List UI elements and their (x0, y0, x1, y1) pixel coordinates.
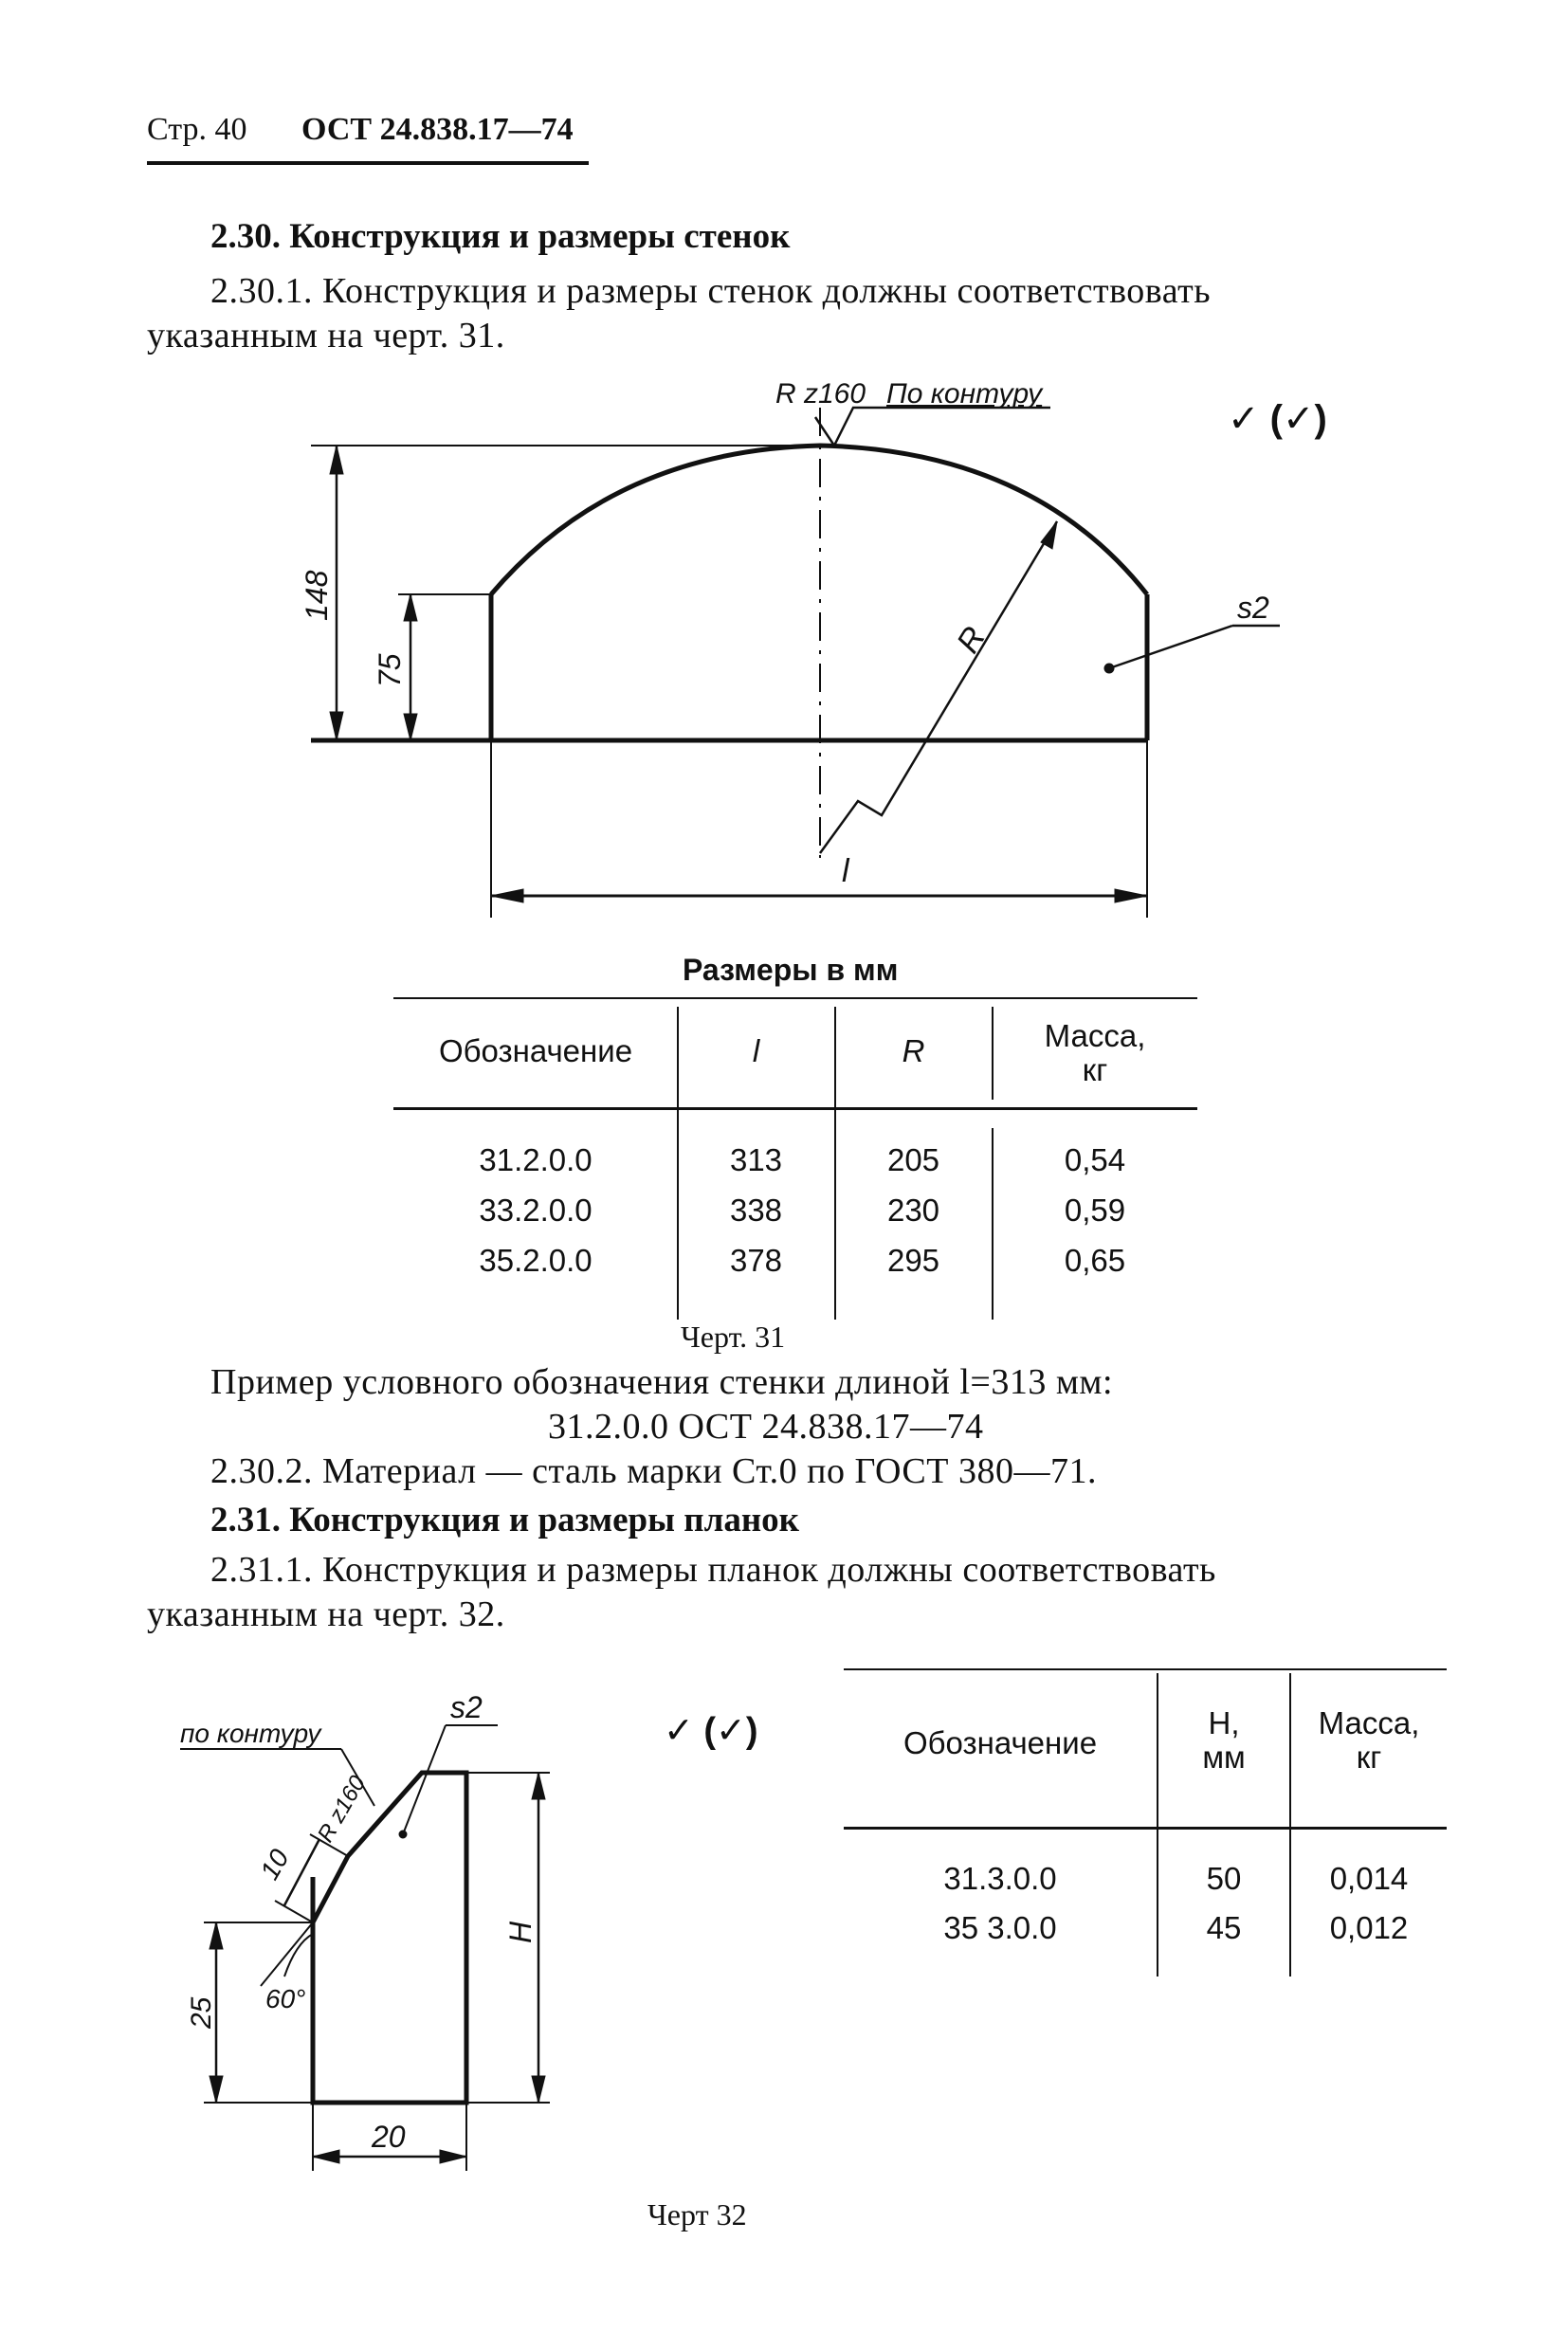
dim-25-arrow-bottom (210, 2076, 223, 2103)
table-row: 0,012 (1329, 1910, 1409, 1945)
dim-75-arrow-top (404, 594, 417, 621)
example-line2: 31.2.0.0 ОСТ 24.838.17—74 (548, 1407, 984, 1447)
table-32-header-h: H, мм (1202, 1705, 1246, 1775)
table-row: 313 (729, 1142, 783, 1177)
table-row: 0,54 (1064, 1142, 1126, 1177)
dim-10-label: 10 (254, 1844, 295, 1885)
table-32-header-designation: Обозначение (903, 1725, 1098, 1760)
contour-label: По контуру (886, 378, 1043, 410)
surface-mark-icon: ✓ (✓) (1228, 398, 1327, 440)
section-230-text-line1: 2.30.1. Конструкция и размеры стенок должны соответствовать (210, 271, 1212, 311)
section-230-title: 2.30. Конструкция и размеры стенок (210, 217, 791, 256)
table-31-caption: Размеры в мм (683, 953, 899, 987)
dim-20-arrow-right (440, 2150, 466, 2163)
dim-75-arrow-bottom (404, 714, 417, 740)
figure-31-label: Черт. 31 (681, 1320, 786, 1354)
surface-mark-icon-32: ✓ (✓) (664, 1711, 758, 1751)
table-31-header-l: l (752, 1033, 760, 1068)
table-row: 35.2.0.0 (479, 1243, 593, 1278)
drawing-31 (0, 0, 1568, 948)
table-row: 33.2.0.0 (479, 1193, 593, 1228)
roughness-label: R z160 (775, 378, 866, 410)
dim-148-arrow-bottom (330, 712, 343, 740)
angle-60-label: 60° (265, 1984, 306, 2013)
table-row: 338 (729, 1193, 783, 1228)
table-row: 50 (1206, 1861, 1242, 1896)
dim-148-label: 148 (300, 570, 334, 621)
table-row: 295 (886, 1243, 940, 1278)
figure-32-label: Черт 32 (647, 2197, 747, 2232)
material-text: 2.30.2. Материал — сталь марки Ст.0 по ГОСТ 380—71. (210, 1451, 1097, 1491)
table-row: 378 (729, 1243, 783, 1278)
table-32-top-rule (844, 1668, 1447, 1670)
dim-25-label: 25 (186, 1996, 217, 2029)
table-row: 0,65 (1064, 1243, 1126, 1278)
angle-60-ext (261, 1922, 313, 1986)
dim-h-arrow-top (532, 1773, 545, 1799)
table-row: 45 (1206, 1910, 1242, 1945)
dim-h-label: H (503, 1921, 538, 1943)
example-line1: Пример условного обозначения стенки длиной l=313 мм: (210, 1362, 1114, 1402)
dim-l-arrow-left (491, 889, 523, 902)
thickness-label-32: s2 (450, 1690, 483, 1724)
table-31-header-designation: Обозначение (438, 1033, 633, 1068)
table-row: 35 3.0.0 (943, 1910, 1057, 1945)
section-230-text-line2: указанным на черт. 31. (147, 316, 505, 355)
table-row: 205 (886, 1142, 940, 1177)
thickness-leader (1109, 626, 1232, 668)
table-32-header-rule (844, 1827, 1447, 1830)
dim-10-ext-1 (275, 1901, 313, 1922)
table-31-header-mass: Масса, кг (1044, 1018, 1146, 1087)
dim-r-label: R (949, 620, 994, 660)
drawing-32 (0, 1668, 853, 2199)
table-31-header-rule (393, 1107, 1197, 1110)
table-row: 0,59 (1064, 1193, 1126, 1228)
table-row: 31.3.0.0 (943, 1861, 1057, 1896)
dim-20-label: 20 (372, 2120, 406, 2154)
contour-label-32: по контуру (180, 1719, 321, 1748)
dim-h-arrow-bottom (532, 2076, 545, 2103)
thickness-leader-32 (403, 1725, 446, 1834)
table-31-header-r: R (902, 1033, 925, 1068)
thickness-label: s2 (1237, 591, 1269, 625)
dim-25-arrow-top (210, 1922, 223, 1949)
table-row: 230 (886, 1193, 940, 1228)
section-231-title: 2.31. Конструкция и размеры планок (210, 1501, 799, 1539)
dim-r-label-32: R z160 (312, 1771, 372, 1847)
table-32-header-mass: Масса, кг (1318, 1705, 1420, 1775)
thickness-dot-32 (399, 1831, 407, 1838)
page-number: Стр. 40 (147, 112, 247, 147)
radius-line (820, 521, 1057, 853)
dim-l-arrow-right (1115, 889, 1147, 902)
section-231-text-line1: 2.31.1. Конструкция и размеры планок должны соответствовать (210, 1550, 1216, 1590)
roughness-leader (815, 408, 1050, 446)
standard-code: ОСТ 24.838.17—74 (301, 112, 574, 147)
table-31-top-rule (393, 997, 1197, 999)
dim-148-arrow-top (330, 446, 343, 474)
dim-75-label: 75 (373, 653, 407, 687)
dim-l-label: l (842, 853, 849, 889)
table-row: 0,014 (1329, 1861, 1409, 1896)
table-row: 31.2.0.0 (479, 1142, 593, 1177)
section-231-text-line2: указанным на черт. 32. (147, 1594, 505, 1634)
thickness-dot (1104, 664, 1114, 673)
dim-20-arrow-left (313, 2150, 339, 2163)
